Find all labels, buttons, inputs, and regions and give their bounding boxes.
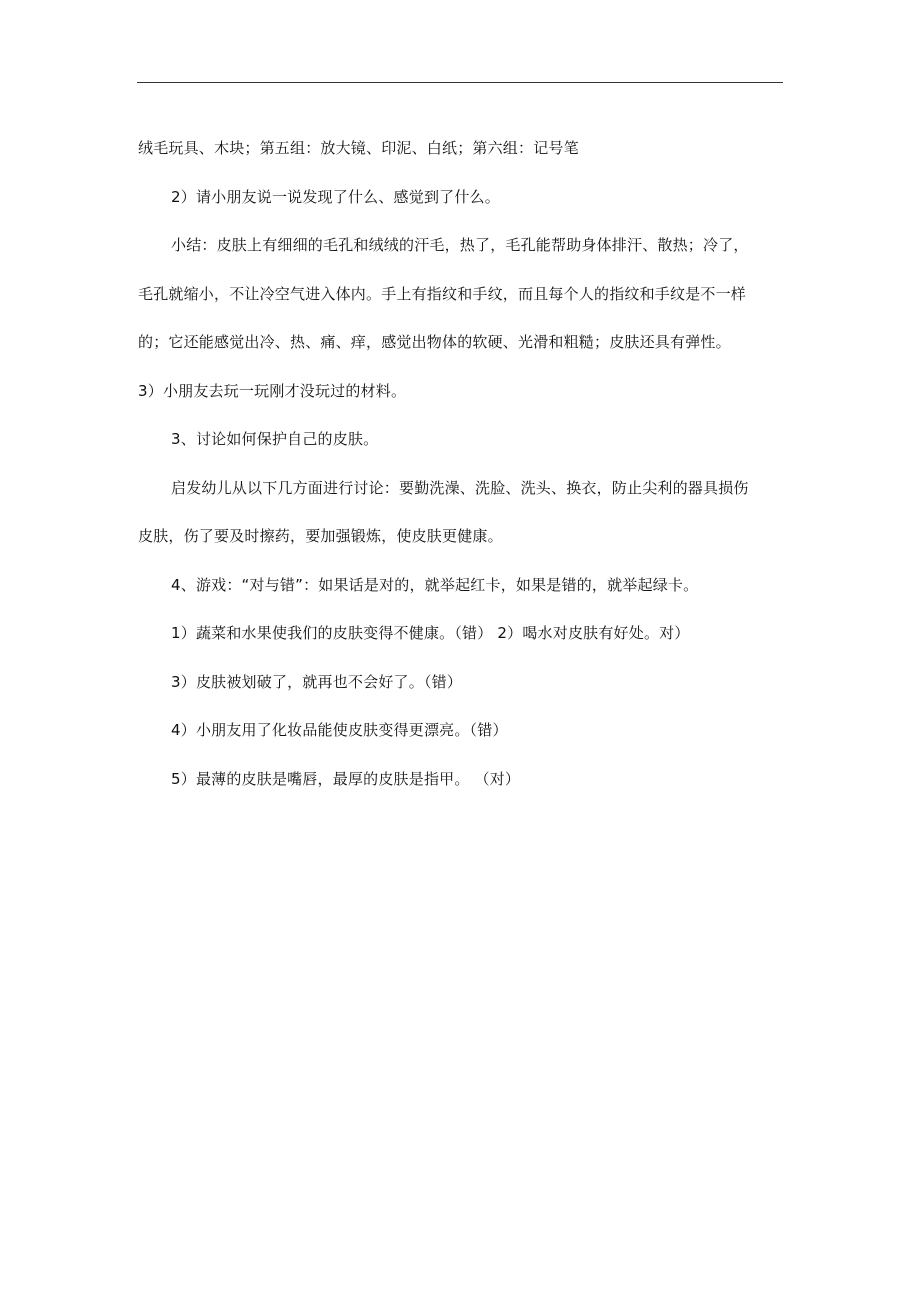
text-line-14: 5）最薄的皮肤是嘴唇，最厚的皮肤是指甲。 （对） xyxy=(171,769,521,788)
text-line-11: 1）蔬菜和水果使我们的皮肤变得不健康。（错） 2）喝水对皮肤有好处。对） xyxy=(171,624,690,642)
document-body xyxy=(138,124,788,803)
text-line-12: 3）皮肤被划破了，就再也不会好了。（错） xyxy=(171,672,463,691)
text-line-3: 小结：皮肤上有细细的毛孔和绒绒的汗毛，热了，毛孔能帮助身体排汗、散热；冷了， xyxy=(171,236,749,254)
text-line-6: 3）小朋友去玩一玩刚才没玩过的材料。 xyxy=(138,381,407,400)
text-line-5: 的；它还能感觉出冷、热、痛、痒，感觉出物体的软硬、光滑和粗糙；皮肤还具有弹性。 xyxy=(138,333,731,351)
text-line-2: 2）请小朋友说一说发现了什么、感觉到了什么。 xyxy=(171,187,500,206)
text-line-4: 毛孔就缩小，不让冷空气进入体内。手上有指纹和手纹，而且每个人的指纹和手纹是不一样 xyxy=(138,284,747,303)
text-line-1: 绒毛玩具、木块；第五组：放大镜、印泥、白纸；第六组：记号笔 xyxy=(138,139,579,157)
text-line-7: 3、讨论如何保护自己的皮肤。 xyxy=(171,430,379,448)
text-line-10: 4、游戏：“对与错”：如果话是对的，就举起红卡，如果是错的，就举起绿卡。 xyxy=(171,575,699,594)
header-rule xyxy=(137,82,783,83)
text-line-8: 启发幼儿从以下几方面进行讨论：要勤洗澡、洗脸、洗头、换衣，防止尖利的器具损伤 xyxy=(171,478,749,497)
text-line-9: 皮肤，伤了要及时擦药，要加强锻炼，使皮肤更健康。 xyxy=(138,527,503,545)
text-line-13: 4）小朋友用了化妆品能使皮肤变得更漂亮。（错） xyxy=(171,721,508,739)
